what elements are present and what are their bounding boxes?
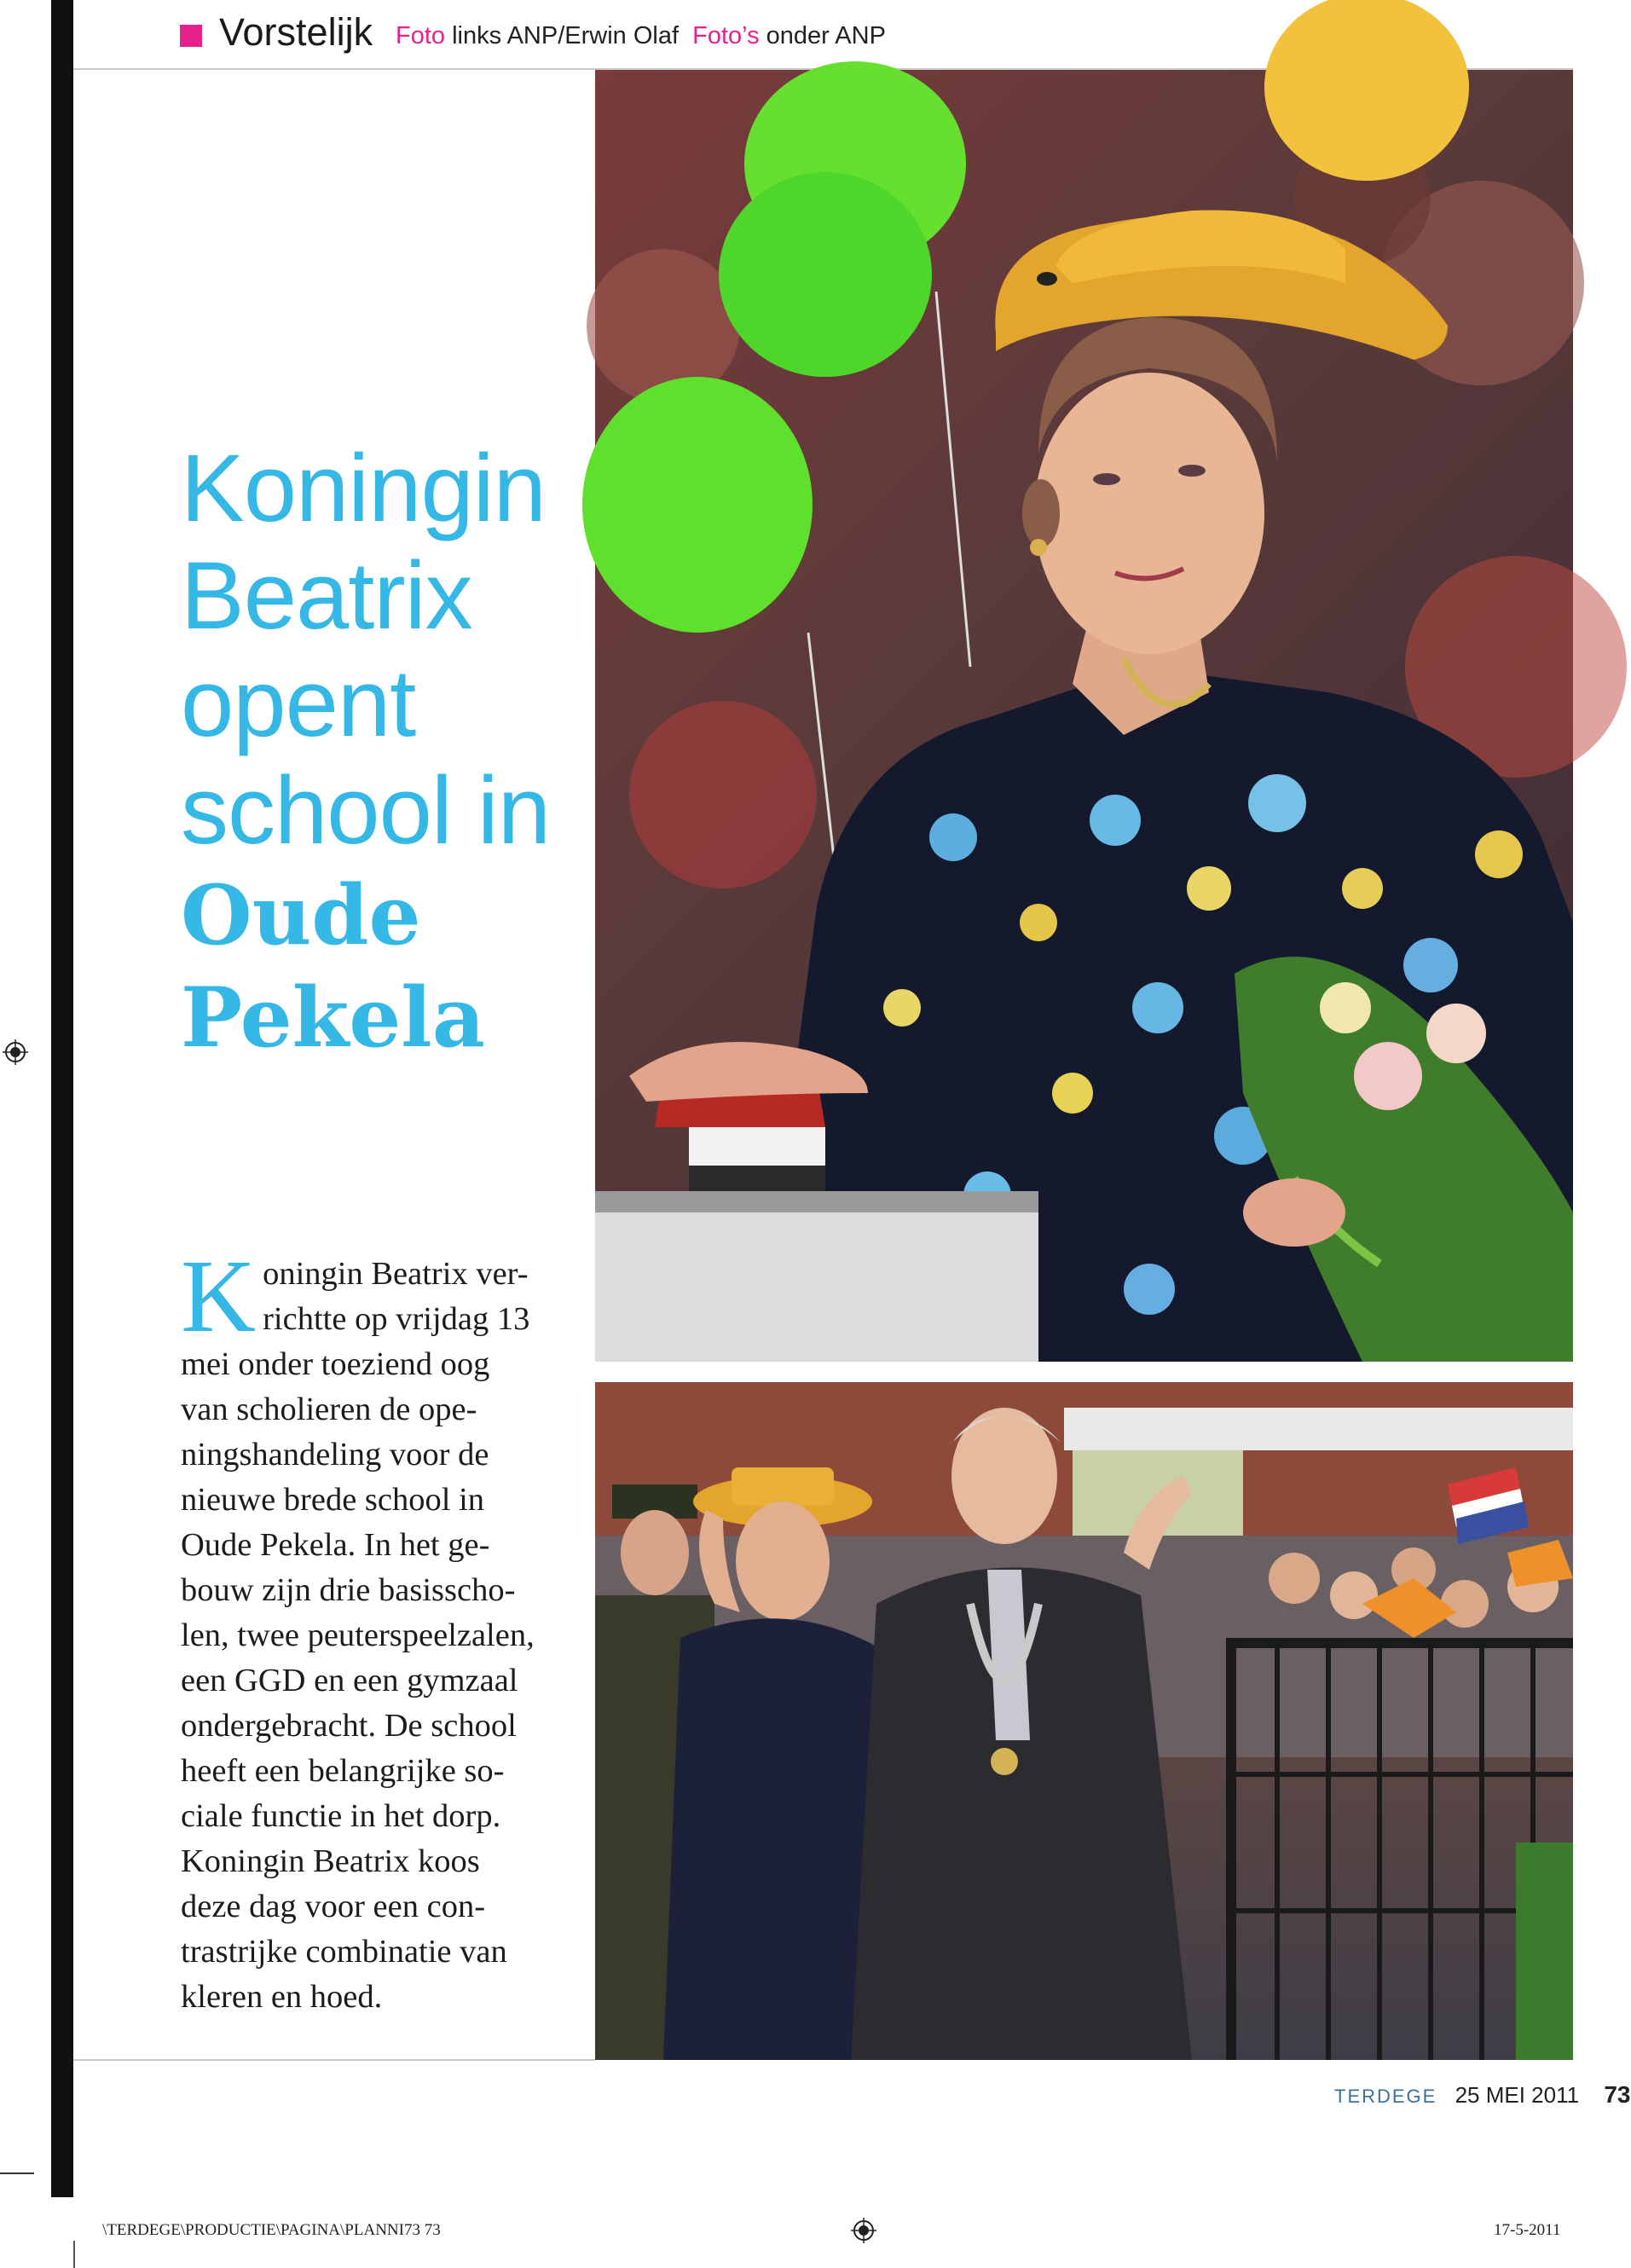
body-line: deze dag voor een con-: [181, 1889, 486, 1924]
crop-mark: [0, 2173, 34, 2174]
section-title: Vorstelijk: [219, 10, 373, 54]
photo-walking-illustration: [595, 1382, 1573, 2060]
body-line: Oude Pekela. In het ge-: [181, 1527, 490, 1563]
body-line: van scholieren de ope-: [181, 1391, 477, 1427]
issue-date: 25 MEI 2011: [1455, 2082, 1580, 2108]
body-line: heeft een belangrijke so-: [181, 1753, 505, 1789]
page-number: 73: [1604, 2081, 1631, 2108]
body-line: ciale functie in het dorp.: [181, 1798, 501, 1834]
headline-line: school in: [181, 757, 551, 864]
photo-credit: [396, 19, 886, 53]
headline-line: Beatrix: [181, 542, 472, 649]
photo-queen-illustration: [595, 70, 1573, 1362]
body-line: een GGD en een gymzaal: [181, 1663, 518, 1698]
body-line: nieuwe brede school in: [181, 1482, 485, 1518]
drop-cap: K: [181, 1239, 257, 1354]
registration-mark-icon: [851, 2218, 876, 2243]
body-line: len, twee peuterspeelzalen,: [181, 1617, 535, 1653]
registration-mark-icon: [3, 1039, 28, 1065]
body-line: ningshandeling voor de: [181, 1437, 489, 1472]
headline-line: Koningin: [181, 435, 546, 541]
credit-label-1: Foto: [396, 22, 446, 49]
body-line: trastrijke combinatie van: [181, 1934, 507, 1970]
slug-rule: [73, 2241, 75, 2268]
body-line: kleren en hoed.: [181, 1979, 383, 2015]
credit-text-1: links ANP/Erwin Olaf: [452, 22, 680, 49]
section-marker: [180, 25, 202, 47]
credit-label-2: Foto’s: [692, 22, 760, 49]
headline-line: opent: [181, 650, 416, 756]
print-slug-date: 17-5-2011: [1494, 2221, 1561, 2239]
body-line: ondergebracht. De school: [181, 1708, 517, 1744]
photo-queen-portrait: [595, 70, 1573, 1362]
body-line: bouw zijn drie basisscho-: [181, 1572, 516, 1608]
headline-bold-line: Pekela: [181, 969, 485, 1066]
page-footer: [1334, 2080, 1631, 2111]
magazine-name: TERDEGE: [1334, 2086, 1437, 2107]
photo-queen-walking: [595, 1382, 1573, 2060]
body-line: oningin Beatrix ver-: [263, 1256, 529, 1292]
body-line: Koningin Beatrix koos: [181, 1843, 480, 1879]
article-headline: [181, 435, 581, 1069]
article-body: [181, 1239, 539, 2020]
photo-rule: [73, 2059, 595, 2061]
binding-spine: [51, 0, 73, 2197]
credit-text-2: onder ANP: [766, 22, 886, 49]
print-slug-path: \TERDEGE\PRODUCTIE\PAGINA\PLANNI73 73: [102, 2221, 441, 2239]
body-line: mei onder toeziend oog: [181, 1346, 490, 1382]
headline-bold-line: Oude: [181, 867, 421, 963]
body-line: richtte op vrijdag 13: [263, 1301, 530, 1337]
